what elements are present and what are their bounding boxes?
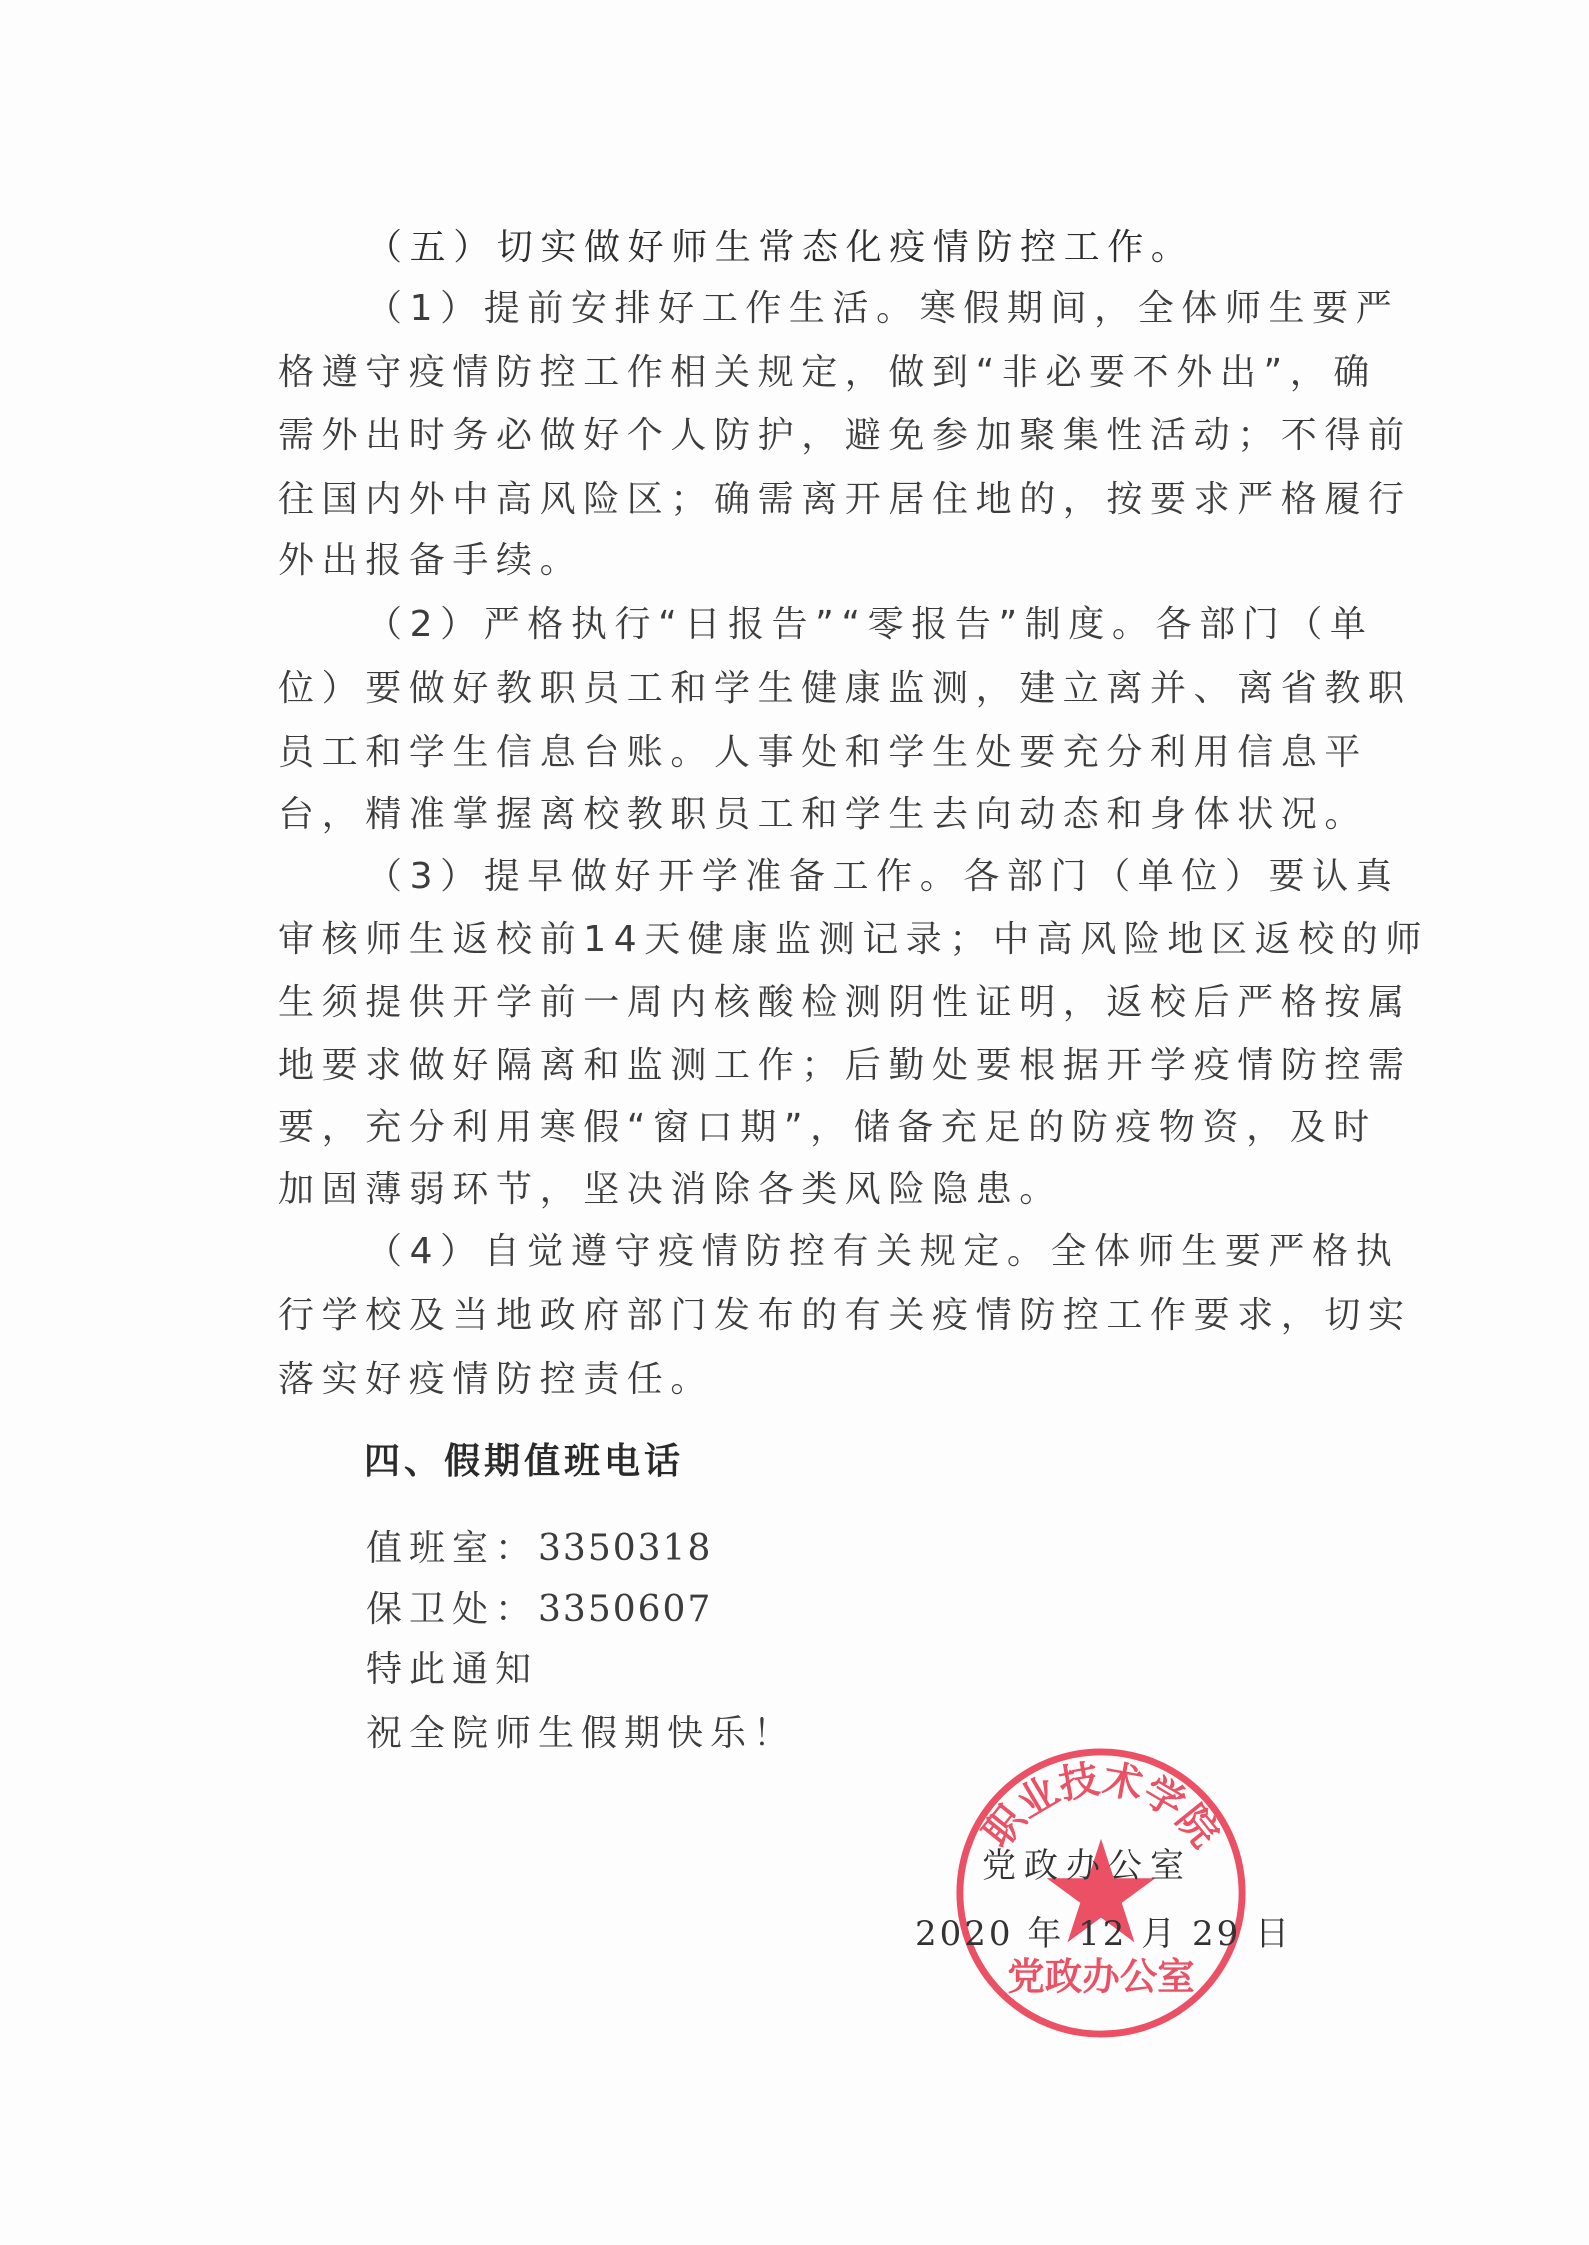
phone-label: 保卫处： xyxy=(366,1589,539,1630)
notice-text: 特此通知 xyxy=(366,1649,539,1690)
item2-line2: 位）要做好教职员工和学生健康监测，建立离并、离省教职 xyxy=(278,668,1412,709)
signature-date: 2020 年 12 月 29 日 xyxy=(915,1914,1293,1954)
stamp-ring-text: 职业技术学院 xyxy=(974,1756,1228,1857)
item1-line2: 格遵守疫情防控工作相关规定，做到“非必要不外出”，确 xyxy=(278,352,1377,393)
item3-line1: （3）提早做好开学准备工作。各部门（单位）要认真 xyxy=(366,856,1400,897)
phone-label: 值班室： xyxy=(366,1528,539,1569)
item1-line4: 往国内外中高风险区；确需离开居住地的，按要求严格履行 xyxy=(278,479,1412,520)
phone-duty-room xyxy=(366,1518,1476,1580)
stamp-center-text: 党政办公室 xyxy=(1007,1954,1195,1999)
item4-line3: 落实好疫情防控责任。 xyxy=(278,1359,715,1400)
item3-line2: 审核师生返校前14天健康监测记录；中高风险地区返校的师 xyxy=(278,919,1430,960)
item1-line5: 外出报备手续。 xyxy=(278,540,584,581)
item3-line5: 要，充分利用寒假“窗口期”，储备充足的防疫物资，及时 xyxy=(278,1107,1377,1148)
item2-line3: 员工和学生信息台账。人事处和学生处要充分利用信息平 xyxy=(278,732,1369,773)
signature-office: 党政办公室 xyxy=(982,1846,1192,1886)
item1-line3: 需外出时务必做好个人防护，避免参加聚集性活动；不得前 xyxy=(278,415,1412,456)
section-title-5: （五）切实做好师生常态化疫情防控工作。 xyxy=(366,227,1195,268)
item1-line1: （1）提前安排好工作生活。寒假期间，全体师生要严 xyxy=(366,288,1400,329)
item3-line6: 加固薄弱环节，坚决消除各类风险隐患。 xyxy=(278,1169,1063,1210)
item2-line1: （2）严格执行“日报告”“零报告”制度。各部门（单 xyxy=(366,604,1374,645)
item3-line3: 生须提供开学前一周内核酸检测阴性证明，返校后严格按属 xyxy=(278,982,1412,1023)
official-stamp xyxy=(953,1745,1249,2041)
item3-line4: 地要求做好隔离和监测工作；后勤处要根据开学疫情防控需 xyxy=(278,1045,1412,1086)
section-heading-4: 四、假期值班电话 xyxy=(364,1441,685,1482)
phone-security-office xyxy=(366,1579,1476,1641)
phone-number: 3350318 xyxy=(538,1528,713,1569)
stamp-seal-icon xyxy=(953,1745,1249,2041)
phone-number: 3350607 xyxy=(538,1589,713,1630)
item4-line1: （4）自觉遵守疫情防控有关规定。全体师生要严格执 xyxy=(366,1231,1400,1272)
item2-line4: 台，精准掌握离校教职员工和学生去向动态和身体状况。 xyxy=(278,794,1369,835)
greeting-text: 祝全院师生假期快乐！ xyxy=(366,1713,797,1754)
item4-line2: 行学校及当地政府部门发布的有关疫情防控工作要求，切实 xyxy=(278,1295,1412,1336)
